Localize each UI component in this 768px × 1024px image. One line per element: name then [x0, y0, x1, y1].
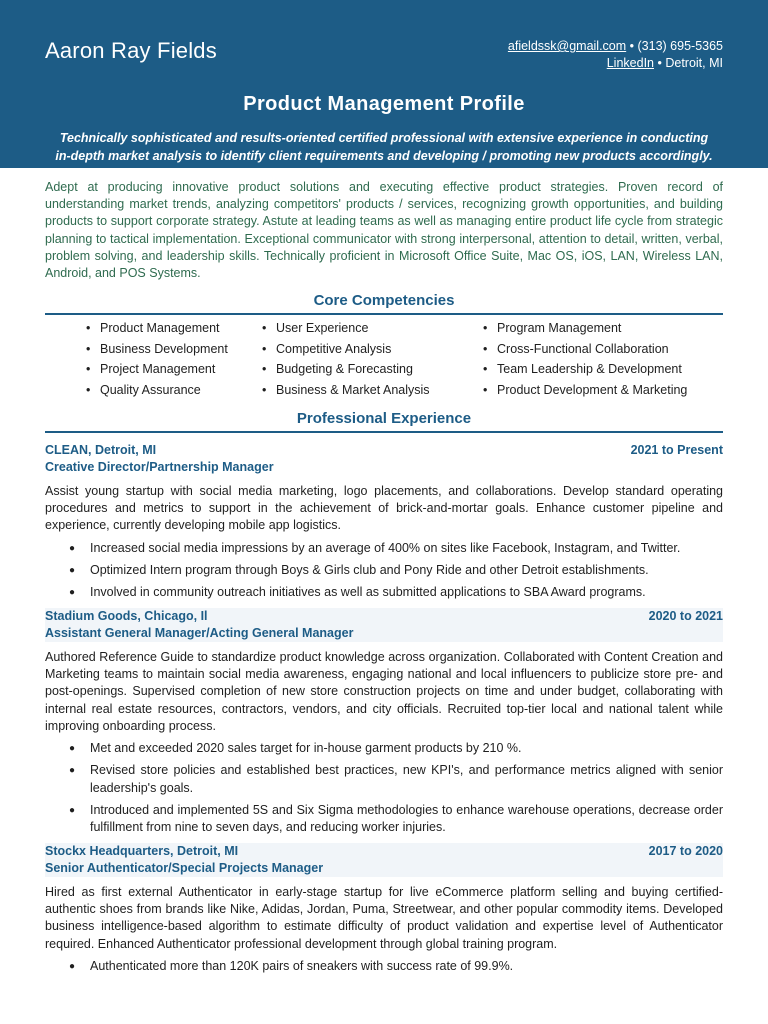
job-description: Authored Reference Guide to standardize product knowledge across organization. Collaborated with Content Creation and Marketing teams to maintain social media awareness, engaging national and local influencers to publicize store pre- and post-openings. Supervised completion of new store construction projects on time and under budget, collaborating with internal real estate resources, contractors, vendors, and city officials. Recruited top-tier local and national talent while improving onboarding process.: [45, 650, 723, 733]
competency-item: [262, 318, 430, 339]
job-achievements: [45, 958, 723, 976]
achievement-item: ● Revised store policies and established best practices, new KPI's, and performance metrics aligned with senior leadership's goals.: [45, 762, 723, 797]
section-divider: [45, 313, 723, 315]
competencies-column-2: [262, 318, 430, 401]
achievement-item: ● Authenticated more than 120K pairs of sneakers with success rate of 99.9%.: [45, 958, 723, 976]
competency-item: [262, 339, 430, 360]
company-name: Stadium Goods, Chicago, Il: [45, 609, 208, 623]
profile-tagline: Technically sophisticated and results-oriented certified professional with extensive experience in conducting in-depth market analysis to identify client requirements and developing / promoting new products accordingly.: [55, 131, 713, 163]
competency-label: Competitive Analysis: [276, 341, 392, 356]
achievement-item: ● Optimized Intern program through Boys & Girls club and Pony Ride and other Detroit establishments.: [45, 562, 723, 580]
linkedin-link[interactable]: LinkedIn: [606, 56, 654, 70]
job-entry: [45, 608, 723, 841]
achievement-item: ● Increased social media impressions by an average of 400% on sites like Facebook, Instagram, and Twitter.: [45, 540, 723, 558]
email-link[interactable]: afieldssk@gmail.com: [507, 39, 627, 53]
separator-dot: •: [657, 56, 666, 70]
separator-dot: •: [629, 39, 638, 53]
competency-item: [262, 380, 430, 401]
competencies-column-3: [483, 318, 687, 401]
competency-item: • Project Management: [86, 359, 228, 380]
location: Detroit, MI: [665, 56, 723, 70]
job-entry: [45, 442, 723, 606]
job-header: [45, 442, 723, 476]
job-role: Creative Director/Partnership Manager: [45, 460, 274, 474]
job-role: Assistant General Manager/Acting General Manager: [45, 626, 354, 640]
job-entry: [45, 843, 723, 980]
contact-line-2: [508, 55, 723, 72]
competency-item: • Quality Assurance: [86, 380, 228, 401]
core-competencies-heading: Core Competencies: [313, 292, 455, 309]
section-divider: [45, 431, 723, 433]
competency-label: Budgeting & Forecasting: [276, 362, 413, 377]
job-dates: 2020 to 2021: [648, 609, 723, 623]
contact-info: [508, 38, 723, 72]
contact-line-1: [508, 38, 723, 55]
candidate-name: Aaron Ray Fields: [45, 38, 217, 63]
professional-experience-heading: Professional Experience: [296, 410, 472, 427]
job-role: Senior Authenticator/Special Projects Manager: [45, 861, 324, 875]
competency-item: • Product Management: [86, 318, 228, 339]
company-name: Stockx Headquarters, Detroit, MI: [45, 844, 239, 858]
achievement-item: ● Met and exceeded 2020 sales target for in-house garment products by 210 %.: [45, 740, 723, 758]
achievement-item: ● Introduced and implemented 5S and Six Sigma methodologies to enhance warehouse operations, decrease order fulfillment from nine to seven days, and reducing worker injuries.: [45, 802, 723, 837]
summary-paragraph: Adept at producing innovative product solutions and executing effective product strategies. Proven record of understanding market trends, analyzing competitors' products / services, recognizing growth opportunities, and building products to support corporate strategy. Astute at leading teams as well as managing entire product life cycle from strategic planning to tactical implementation. Exceptional communicator with strong interpersonal, attention to detail, written, verbal, problem solving, and leadership skills. Technically proficient in Microsoft Office Suite, Mac OS, iOS, LAN, Wireless LAN, Android, and POS Systems.: [45, 180, 723, 281]
competency-item: • Product Development & Marketing: [483, 380, 687, 401]
job-dates: 2021 to Present: [630, 443, 723, 457]
job-dates: 2017 to 2020: [648, 844, 723, 858]
competency-item: [262, 359, 430, 380]
phone-number: (313) 695-5365: [637, 39, 723, 53]
job-description: Hired as first external Authenticator in early-stage startup for live eCommerce platform selling and buying certified-authentic shoes from brands like Nike, Adidas, Jordan, Puma, Streetwear, and other popular commodity items. Developed business intelligence-based algorithm to estimate difficulty of product validation and expertise level of Authenticator required. Enhanced Authenticator professional development through global training program.: [45, 885, 723, 951]
job-achievements: [45, 540, 723, 602]
resume-header: [0, 0, 768, 168]
achievement-item: ● Involved in community outreach initiatives as well as submitted applications to SBA Award programs.: [45, 584, 723, 602]
company-name: CLEAN, Detroit, MI: [45, 443, 157, 457]
competency-item: • Program Management: [483, 318, 687, 339]
competency-label: Business & Market Analysis: [276, 383, 430, 398]
competencies-column-1: [86, 318, 228, 401]
competency-label: User Experience: [276, 321, 369, 335]
job-description: Assist young startup with social media marketing, logo placements, and collaborations. Develop standard operating procedures and metrics to support in the achievement of brick-and-mortar goals. Enhance customer pipeline and experience, currently developing mobile app logistics.: [45, 484, 723, 533]
competency-item: • Cross-Functional Collaboration: [483, 339, 687, 360]
competency-item: • Team Leadership & Development: [483, 359, 687, 380]
job-achievements: [45, 740, 723, 837]
profile-title: Product Management Profile: [243, 93, 525, 115]
job-header: [45, 608, 723, 642]
job-header: [45, 843, 723, 877]
competency-item: • Business Development: [86, 339, 228, 360]
